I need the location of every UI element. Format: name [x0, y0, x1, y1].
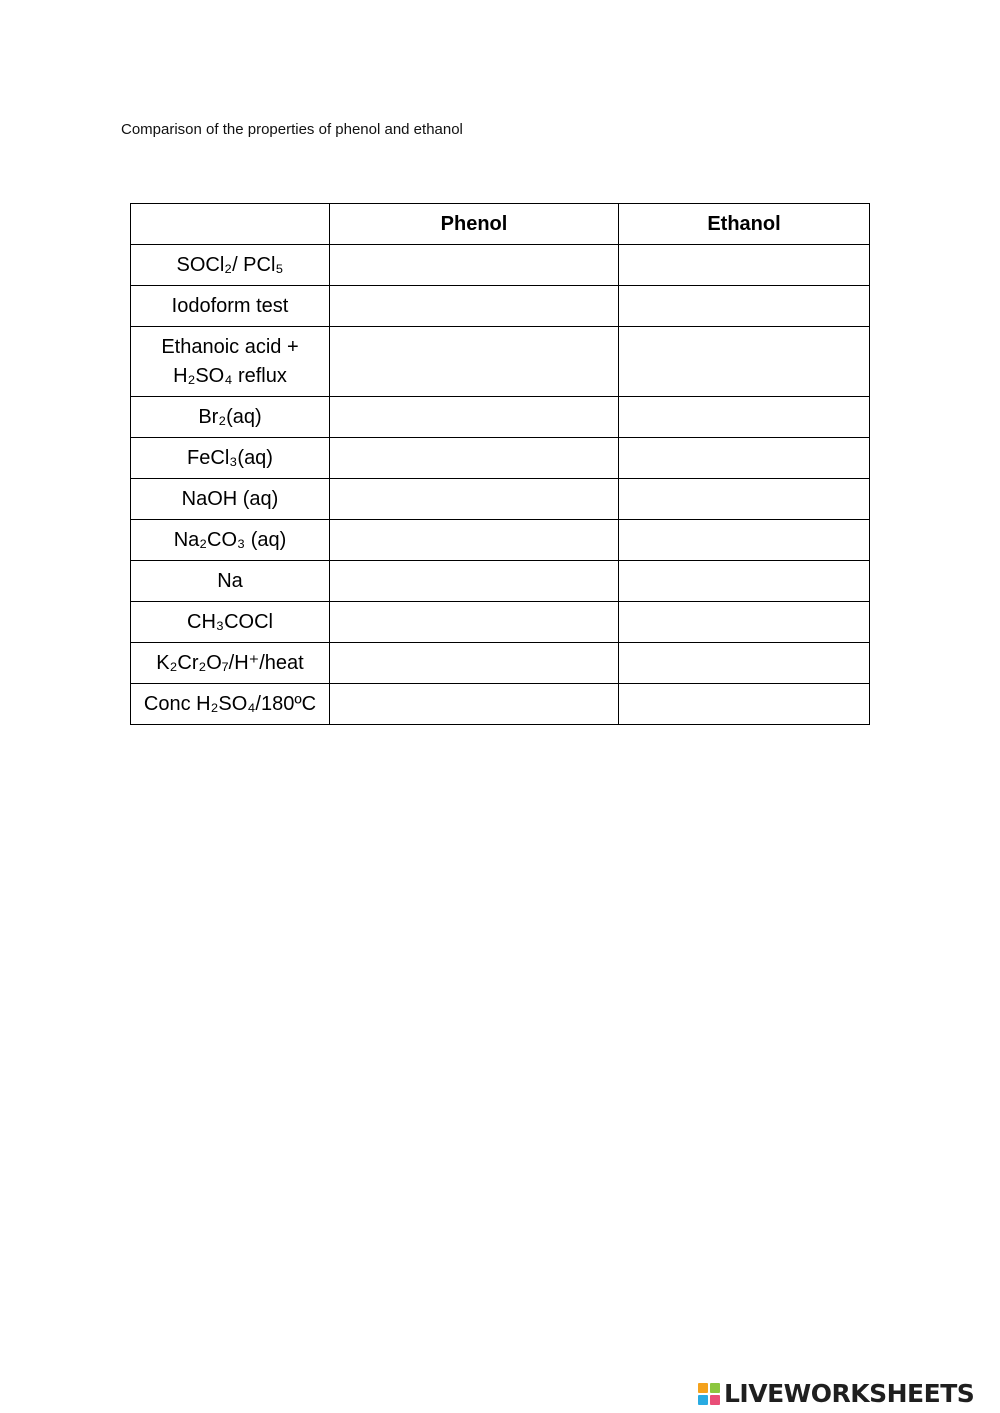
reagent-cell: Na	[131, 561, 330, 602]
reagent-cell: Iodoform test	[131, 286, 330, 327]
phenol-answer-cell[interactable]	[330, 327, 619, 397]
table-row	[131, 245, 870, 286]
reagent-cell: FeCl₃(aq)	[131, 438, 330, 479]
reagent-cell: K₂Cr₂O₇/H⁺/heat	[131, 643, 330, 684]
reagent-cell: Na₂CO₃ (aq)	[131, 520, 330, 561]
table-row	[131, 643, 870, 684]
phenol-answer-cell[interactable]	[330, 438, 619, 479]
phenol-answer-cell[interactable]	[330, 561, 619, 602]
reagent-cell: Br₂(aq)	[131, 397, 330, 438]
phenol-answer-cell[interactable]	[330, 245, 619, 286]
ethanol-answer-cell[interactable]	[619, 438, 870, 479]
ethanol-answer-cell[interactable]	[619, 479, 870, 520]
phenol-answer-cell[interactable]	[330, 520, 619, 561]
table-row	[131, 438, 870, 479]
table-row	[131, 520, 870, 561]
table-row	[131, 397, 870, 438]
ethanol-answer-cell[interactable]	[619, 397, 870, 438]
ethanol-answer-cell[interactable]	[619, 286, 870, 327]
logo-square-3	[698, 1395, 708, 1405]
ethanol-answer-cell[interactable]	[619, 602, 870, 643]
ethanol-answer-cell[interactable]	[619, 643, 870, 684]
logo-square-4	[710, 1395, 720, 1405]
logo-text: LIVEWORKSHEETS	[724, 1379, 975, 1408]
table-row	[131, 561, 870, 602]
table-row	[131, 286, 870, 327]
table-row	[131, 327, 870, 397]
reagent-line-2: H₂SO₄ reflux	[173, 364, 287, 387]
phenol-answer-cell[interactable]	[330, 684, 619, 725]
table-row	[131, 602, 870, 643]
header-ethanol: Ethanol	[619, 204, 870, 245]
header-empty	[131, 204, 330, 245]
logo-square-1	[698, 1383, 708, 1393]
reagent-cell: CH₃COCl	[131, 602, 330, 643]
worksheet-title: Comparison of the properties of phenol and ethanol	[121, 121, 463, 138]
logo-square-2	[710, 1383, 720, 1393]
properties-table	[130, 203, 870, 725]
ethanol-answer-cell[interactable]	[619, 327, 870, 397]
table-row	[131, 479, 870, 520]
reagent-cell	[131, 327, 330, 397]
liveworksheets-logo	[698, 1379, 974, 1408]
liveworksheets-logo-icon	[698, 1383, 720, 1405]
ethanol-answer-cell[interactable]	[619, 245, 870, 286]
phenol-answer-cell[interactable]	[330, 286, 619, 327]
reagent-cell: SOCl₂/ PCl₅	[131, 245, 330, 286]
ethanol-answer-cell[interactable]	[619, 684, 870, 725]
phenol-answer-cell[interactable]	[330, 479, 619, 520]
table-header-row	[131, 204, 870, 245]
ethanol-answer-cell[interactable]	[619, 561, 870, 602]
reagent-line-1: Ethanoic acid +	[161, 335, 299, 358]
phenol-answer-cell[interactable]	[330, 643, 619, 684]
reagent-cell: Conc H₂SO₄/180ºC	[131, 684, 330, 725]
ethanol-answer-cell[interactable]	[619, 520, 870, 561]
phenol-answer-cell[interactable]	[330, 602, 619, 643]
phenol-answer-cell[interactable]	[330, 397, 619, 438]
reagent-cell: NaOH (aq)	[131, 479, 330, 520]
header-phenol: Phenol	[330, 204, 619, 245]
table-row	[131, 684, 870, 725]
